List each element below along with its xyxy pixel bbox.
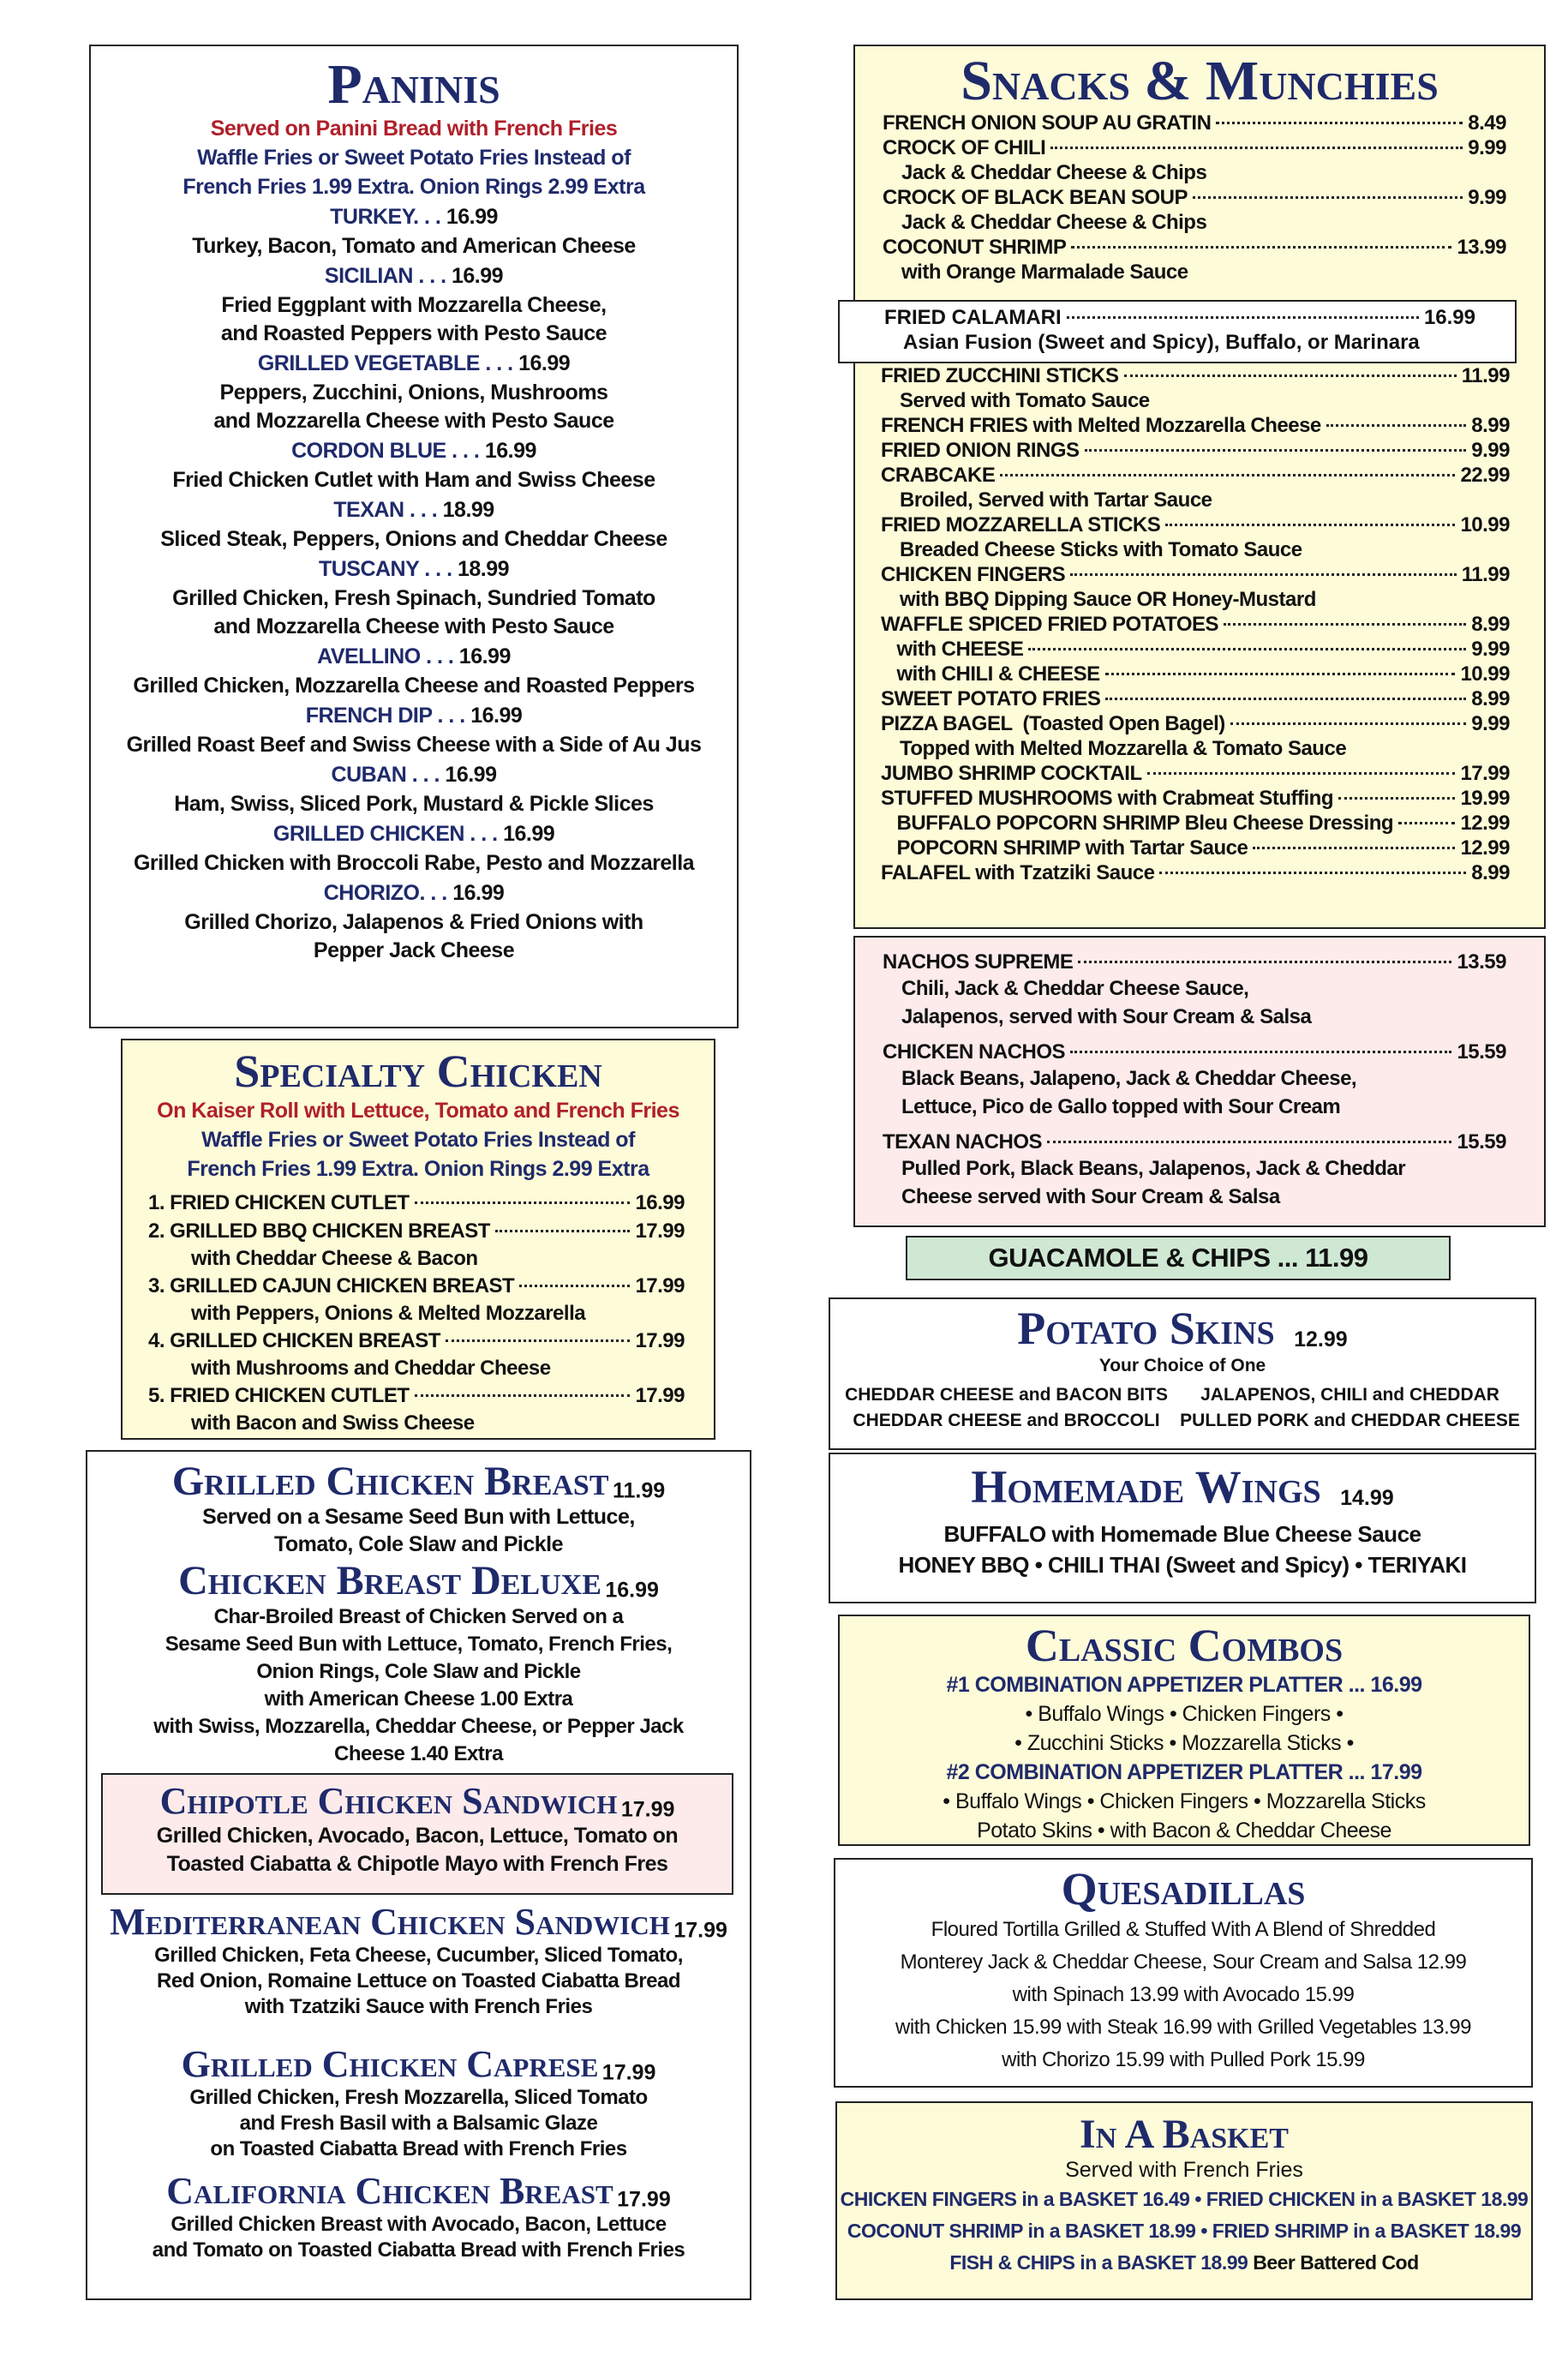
med-heading	[87, 1903, 750, 1943]
snack-item-price: 12.99	[1460, 812, 1510, 835]
snack-item-desc: Breaded Cheese Sticks with Tomato Sauce	[900, 538, 1302, 561]
panini-item-price: 18.99	[457, 557, 510, 582]
specialty-subtitle: On Kaiser Roll with Lettuce, Tomato and French Fries	[157, 1098, 679, 1123]
specialty-item-row	[148, 1189, 685, 1217]
quesadillas-box	[834, 1858, 1533, 2088]
cbd-desc-line: Sesame Seed Bun with Lettuce, Tomato, French Fries,	[165, 1632, 673, 1656]
leader-dots	[1193, 196, 1463, 199]
basket-box	[835, 2101, 1533, 2300]
snack-item-row	[881, 612, 1510, 637]
nachos-item-desc: Pulled Pork, Black Beans, Jalapenos, Jack & Cheddar	[901, 1157, 1406, 1180]
cbd-desc-line: Cheese 1.40 Extra	[334, 1741, 503, 1765]
chipotle-price: 17.99	[620, 1797, 675, 1822]
specialty-item-desc: with Mushrooms and Cheddar Cheese	[191, 1356, 551, 1380]
combos-platter-1-items-a: • Buffalo Wings • Chicken Fingers •	[1025, 1701, 1344, 1726]
leader-dots	[1105, 698, 1466, 700]
leader-dots	[1067, 316, 1419, 319]
caprese-price: 17.99	[601, 2060, 656, 2085]
leader-dots	[1165, 524, 1455, 526]
panini-item-price: 16.99	[446, 205, 498, 230]
panini-item-heading	[91, 700, 737, 731]
panini-item-name: TUSCANY . . .	[318, 557, 458, 582]
quesadillas-line-4: with Chicken 15.99 with Steak 16.99 with Grilled Vegetables 13.99	[895, 2015, 1471, 2039]
basket-fish-chips: FISH & CHIPS in a BASKET 18.99	[949, 2251, 1248, 2274]
snack-item-row	[881, 836, 1510, 860]
guacamole-box	[906, 1236, 1451, 1280]
panini-item-heading	[91, 261, 737, 291]
california-heading	[87, 2172, 750, 2212]
chipotle-box	[101, 1773, 733, 1895]
snacks-title: Snacks & Munchies	[961, 50, 1439, 112]
panini-item-desc: Ham, Swiss, Sliced Pork, Mustard & Pickle Slices	[174, 792, 654, 817]
leader-dots	[415, 1394, 631, 1397]
panini-item-name: GRILLED VEGETABLE . . .	[257, 351, 519, 376]
leader-dots	[415, 1201, 631, 1204]
caprese-desc-line: Grilled Chicken, Fresh Mozzarella, Sliced Tomato	[189, 2086, 648, 2110]
panini-item-name: TEXAN . . .	[333, 498, 443, 523]
panini-item-price: 16.99	[458, 644, 511, 669]
snack-item-row	[881, 711, 1510, 736]
snack-item-price: 9.99	[1468, 136, 1506, 160]
wings-title: Homemade Wings	[971, 1461, 1321, 1513]
snack-item-name: CHICKEN FINGERS	[881, 563, 1066, 586]
panini-item-price: 16.99	[452, 881, 505, 906]
snack-item-name: CRABCAKE	[881, 464, 996, 487]
snack-item-price: 9.99	[1471, 638, 1510, 661]
leader-dots	[1071, 246, 1451, 249]
snack-item-row	[881, 860, 1510, 885]
snack-item-price: 9.99	[1468, 186, 1506, 210]
specialty-item-price: 17.99	[635, 1328, 685, 1352]
nachos-item-price: 13.59	[1457, 950, 1506, 974]
specialty-item-price: 16.99	[635, 1190, 685, 1214]
panini-item-price: 16.99	[452, 264, 504, 289]
leader-dots	[446, 1339, 631, 1342]
specialty-item-price: 17.99	[635, 1273, 685, 1297]
snack-item-price: 19.99	[1460, 787, 1510, 810]
panini-item-name: CHORIZO. . .	[323, 881, 453, 906]
snack-item-name: POPCORN SHRIMP with Tartar Sauce	[881, 836, 1248, 860]
panini-item-heading	[91, 435, 737, 466]
leader-dots	[1085, 449, 1467, 452]
panini-item-desc: Grilled Chicken, Mozzarella Cheese and Roasted Peppers	[133, 674, 695, 698]
calamari-row	[884, 305, 1475, 330]
snack-item-name: COCONUT SHRIMP	[883, 236, 1067, 260]
snack-item-price: 9.99	[1471, 439, 1510, 462]
panini-item-desc: Grilled Chicken with Broccoli Rabe, Pesto and Mozzarella	[133, 851, 695, 876]
quesadillas-line-3: with Spinach 13.99 with Avocado 15.99	[1012, 1982, 1355, 2006]
panini-item-heading	[91, 201, 737, 232]
specialty-item-row	[148, 1327, 685, 1355]
snack-item-desc: Jack & Cheddar Cheese & Chips	[901, 161, 1207, 185]
combos-platter-2-items-a: • Buffalo Wings • Chicken Fingers • Mozzarella Sticks	[943, 1789, 1426, 1813]
gcb-price: 11.99	[612, 1478, 666, 1503]
chipotle-heading	[103, 1782, 732, 1822]
caprese-section	[87, 2045, 750, 2162]
nachos-item-price: 15.59	[1457, 1130, 1506, 1154]
specialty-title: Specialty Chicken	[234, 1046, 602, 1097]
specialty-item-row	[148, 1381, 685, 1410]
specialty-item-name: 1. FRIED CHICKEN CUTLET	[148, 1190, 410, 1214]
cbd-desc-line: Char-Broiled Breast of Chicken Served on a	[213, 1604, 624, 1628]
snack-item-price: 11.99	[1461, 563, 1510, 586]
specialty-item-desc: with Peppers, Onions & Melted Mozzarella	[191, 1301, 586, 1325]
cbd-price: 16.99	[605, 1578, 659, 1603]
panini-item-heading	[91, 641, 737, 672]
snack-item-row	[881, 786, 1510, 811]
panini-item-desc: Grilled Chorizo, Jalapenos & Fried Onions with	[184, 910, 643, 935]
combos-box	[838, 1615, 1530, 1846]
quesadillas-line-2: Monterey Jack & Cheddar Cheese, Sour Cream and Salsa 12.99	[900, 1950, 1467, 1974]
snack-item-desc: Served with Tomato Sauce	[900, 389, 1150, 412]
snack-item-name: with CHILI & CHEESE	[881, 662, 1100, 686]
quesadillas-line-5: with Chorizo 15.99 with Pulled Pork 15.99	[1002, 2047, 1365, 2071]
panini-item-desc: Grilled Chicken, Fresh Spinach, Sundried Tomato	[172, 586, 655, 611]
caprese-title: Grilled Chicken Caprese	[181, 2043, 599, 2085]
skins-col-2	[1180, 1382, 1520, 1434]
leader-dots	[1230, 722, 1467, 725]
basket-fish-note: Beer Battered Cod	[1248, 2251, 1419, 2274]
snack-item-name: PIZZA BAGEL (Toasted Open Bagel)	[881, 712, 1225, 735]
wings-line-1: BUFFALO with Homemade Blue Cheese Sauce	[943, 1520, 1421, 1547]
nachos-list	[883, 950, 1506, 1211]
leader-dots	[1326, 424, 1467, 427]
specialty-note-2: French Fries 1.99 Extra. Onion Rings 2.99 Extra	[187, 1156, 649, 1181]
panini-item-desc: Sliced Steak, Peppers, Onions and Cheddar Cheese	[160, 527, 667, 552]
caprese-desc-line: on Toasted Ciabatta Bread with French Fries	[210, 2137, 627, 2161]
leader-dots	[1224, 623, 1466, 626]
skins-option: CHEDDAR CHEESE and BROCCOLI	[853, 1410, 1160, 1430]
nachos-item-price: 15.59	[1457, 1040, 1506, 1064]
nachos-box	[853, 936, 1546, 1227]
gcb-title: Grilled Chicken Breast	[171, 1459, 609, 1504]
specialty-list	[123, 1184, 714, 1436]
paninis-note-2: French Fries 1.99 Extra. Onion Rings 2.99 Extra	[183, 175, 645, 200]
snack-item-desc: Topped with Melted Mozzarella & Tomato Sauce	[900, 737, 1347, 760]
leader-dots	[1147, 772, 1456, 775]
snacks-group-2	[881, 363, 1510, 885]
med-desc	[87, 1943, 750, 2020]
panini-item-name: CORDON BLUE . . .	[291, 439, 485, 464]
wings-heading	[830, 1463, 1535, 1512]
snack-item-row	[883, 135, 1506, 160]
snack-item-name: CROCK OF CHILI	[883, 136, 1046, 160]
skins-option: JALAPENOS, CHILI and CHEDDAR	[1200, 1384, 1499, 1405]
nachos-item-desc: Chili, Jack & Cheddar Cheese Sauce,	[901, 977, 1249, 1000]
snack-item-price: 22.99	[1460, 464, 1510, 487]
nachos-item-name: CHICKEN NACHOS	[883, 1040, 1066, 1064]
california-desc	[87, 2212, 750, 2263]
leader-dots	[495, 1230, 631, 1232]
specialty-item-desc: with Cheddar Cheese & Bacon	[191, 1246, 478, 1270]
panini-item-heading	[91, 554, 737, 584]
specialty-chicken-box	[121, 1039, 715, 1440]
snack-item-price: 10.99	[1460, 662, 1510, 686]
panini-item-desc: Peppers, Zucchini, Onions, Mushrooms	[219, 381, 608, 405]
specialty-item-name: 4. GRILLED CHICKEN BREAST	[148, 1328, 440, 1352]
med-price: 17.99	[673, 1918, 727, 1943]
snack-item-row	[881, 413, 1510, 438]
specialty-item-name: 5. FRIED CHICKEN CUTLET	[148, 1383, 410, 1407]
snack-item-desc: with BBQ Dipping Sauce OR Honey-Mustard	[900, 588, 1316, 611]
leader-dots	[1105, 673, 1456, 675]
med-desc-line: with Tzatziki Sauce with French Fries	[244, 1995, 593, 2019]
panini-item-price: 18.99	[442, 498, 494, 523]
paninis-title: Paninis	[327, 53, 500, 116]
snack-item-name: CROCK OF BLACK BEAN SOUP	[883, 186, 1188, 210]
chipotle-desc-2: Toasted Ciabatta & Chipotle Mayo with French Fres	[166, 1852, 668, 1877]
paninis-note-1: Waffle Fries or Sweet Potato Fries Instead of	[197, 146, 631, 171]
wings-box	[829, 1453, 1536, 1603]
skins-title: Potato Skins	[1017, 1303, 1275, 1354]
gcb-heading	[87, 1460, 750, 1503]
nachos-item-row	[883, 1040, 1506, 1064]
gcb-desc-2: Tomato, Cole Slaw and Pickle	[273, 1532, 563, 1557]
snack-item-row	[881, 562, 1510, 587]
potato-skins-box	[829, 1297, 1536, 1450]
panini-list	[91, 201, 737, 965]
nachos-item-desc: Cheese served with Sour Cream & Salsa	[901, 1185, 1280, 1208]
panini-item-price: 16.99	[445, 763, 497, 788]
leader-dots	[1070, 1051, 1451, 1053]
nachos-item-desc: Lettuce, Pico de Gallo topped with Sour Cream	[901, 1095, 1341, 1118]
california-price: 17.99	[617, 2187, 671, 2212]
snack-item-price: 9.99	[1471, 712, 1510, 735]
calamari-price: 16.99	[1423, 306, 1475, 329]
panini-item-name: AVELLINO . . .	[317, 644, 459, 669]
cbd-heading	[87, 1560, 750, 1603]
snack-item-price: 13.99	[1457, 236, 1506, 260]
california-desc-line: and Tomato on Toasted Ciabatta Bread with French Fries	[152, 2238, 685, 2262]
panini-item-name: GRILLED CHICKEN . . .	[272, 822, 504, 847]
skins-col-1	[845, 1382, 1168, 1434]
snack-item-name: SWEET POTATO FRIES	[881, 687, 1101, 710]
snack-item-desc: Jack & Cheddar Cheese & Chips	[901, 211, 1207, 235]
california-desc-line: Grilled Chicken Breast with Avocado, Bacon, Lettuce	[171, 2213, 667, 2237]
combos-platter-1: #1 COMBINATION APPETIZER PLATTER ... 16.99	[946, 1672, 1422, 1697]
panini-item-desc: Grilled Roast Beef and Swiss Cheese with a Side of Au Jus	[126, 733, 702, 758]
cbd-desc-line: with American Cheese 1.00 Extra	[264, 1687, 573, 1711]
snack-item-row	[883, 235, 1506, 260]
specialty-item-desc: with Bacon and Swiss Cheese	[191, 1411, 475, 1435]
basket-title: In A Basket	[1080, 2112, 1289, 2157]
quesadillas-line-1: Floured Tortilla Grilled & Stuffed With A Blend of Shredded	[931, 1917, 1436, 1941]
snack-item-desc: with Orange Marmalade Sauce	[901, 261, 1188, 285]
snack-item-name: FALAFEL with Tzatziki Sauce	[881, 861, 1155, 884]
panini-item-heading	[91, 348, 737, 379]
cbd-title: Chicken Breast Deluxe	[178, 1558, 601, 1604]
snack-item-name: FRIED ONION RINGS	[881, 439, 1080, 462]
panini-item-price: 16.99	[484, 439, 536, 464]
basket-sub: Served with French Fries	[1065, 2158, 1303, 2183]
leader-dots	[1124, 375, 1457, 377]
snack-item-name: FRENCH ONION SOUP AU GRATIN	[883, 111, 1212, 135]
quesadillas-title: Quesadillas	[1061, 1863, 1306, 1915]
combos-title: Classic Combos	[1025, 1620, 1344, 1671]
snack-item-row	[883, 185, 1506, 210]
panini-item-desc: and Mozzarella Cheese with Pesto Sauce	[213, 614, 614, 639]
skins-heading	[830, 1304, 1535, 1353]
panini-item-heading	[91, 878, 737, 908]
paninis-box	[89, 45, 739, 1028]
panini-item-desc: Pepper Jack Cheese	[313, 938, 515, 963]
guacamole-label: GUACAMOLE & CHIPS ... 11.99	[988, 1243, 1368, 1273]
snack-item-name: STUFFED MUSHROOMS with Crabmeat Stuffing	[881, 787, 1333, 810]
chicken-sandwich-box	[86, 1450, 751, 2300]
snack-item-row	[883, 111, 1506, 135]
leader-dots	[1159, 872, 1466, 874]
wings-line-2: HONEY BBQ • CHILI THAI (Sweet and Spicy) • TERIYAKI	[898, 1551, 1467, 1578]
snack-item-price: 8.49	[1468, 111, 1506, 135]
paninis-subtitle: Served on Panini Bread with French Fries	[210, 117, 618, 141]
snack-item-name: FRIED ZUCCHINI STICKS	[881, 364, 1119, 387]
med-desc-line: Red Onion, Romaine Lettuce on Toasted Ciabatta Bread	[157, 1969, 680, 1993]
snack-item-price: 8.99	[1471, 414, 1510, 437]
gcb-desc-1: Served on a Sesame Seed Bun with Lettuce,	[202, 1505, 635, 1530]
snack-item-price: 17.99	[1460, 762, 1510, 785]
specialty-item-row	[148, 1272, 685, 1300]
panini-item-desc: Fried Eggplant with Mozzarella Cheese,	[221, 293, 607, 318]
panini-item-name: SICILIAN . . .	[324, 264, 452, 289]
snack-item-row	[881, 637, 1510, 662]
panini-item-name: TURKEY. . .	[330, 205, 446, 230]
specialty-item-row	[148, 1217, 685, 1245]
calamari-name: FRIED CALAMARI	[884, 306, 1062, 329]
nachos-item-desc: Jalapenos, served with Sour Cream & Salsa	[901, 1005, 1312, 1028]
panini-item-desc: and Roasted Peppers with Pesto Sauce	[220, 321, 607, 346]
snack-item-name: WAFFLE SPICED FRIED POTATOES	[881, 613, 1219, 636]
combos-platter-2-items-b: Potato Skins • with Bacon & Cheddar Cheese	[977, 1818, 1391, 1843]
leader-dots	[1047, 1141, 1451, 1143]
snack-item-price: 8.99	[1471, 861, 1510, 884]
panini-item-heading	[91, 494, 737, 525]
leader-dots	[1070, 573, 1457, 576]
snack-item-row	[881, 811, 1510, 836]
snack-item-name: JUMBO SHRIMP COCKTAIL	[881, 762, 1142, 785]
leader-dots	[1398, 822, 1455, 824]
snacks-group-1	[855, 111, 1544, 285]
specialty-item-price: 17.99	[635, 1383, 685, 1407]
basket-line-2: COCONUT SHRIMP in a BASKET 18.99 • FRIED SHRIMP in a BASKET 18.99	[847, 2220, 1522, 2243]
panini-item-price: 16.99	[470, 704, 523, 728]
skins-options	[830, 1379, 1535, 1434]
specialty-item-name: 3. GRILLED CAJUN CHICKEN BREAST	[148, 1273, 515, 1297]
med-section	[87, 1903, 750, 2020]
wings-price: 14.99	[1340, 1486, 1394, 1511]
skins-price: 12.99	[1294, 1327, 1348, 1352]
skins-choice: Your Choice of One	[1098, 1355, 1266, 1375]
calamari-desc: Asian Fusion (Sweet and Spicy), Buffalo, or Marinara	[903, 331, 1420, 354]
snack-item-row	[881, 438, 1510, 463]
panini-item-desc: and Mozzarella Cheese with Pesto Sauce	[213, 409, 614, 434]
nachos-item-row	[883, 1130, 1506, 1154]
snack-item-price: 12.99	[1460, 836, 1510, 860]
specialty-item-price: 17.99	[635, 1219, 685, 1243]
leader-dots	[1338, 797, 1455, 800]
caprese-heading	[87, 2045, 750, 2085]
panini-item-desc: Fried Chicken Cutlet with Ham and Swiss Cheese	[172, 468, 655, 493]
snack-item-row	[881, 512, 1510, 537]
nachos-item-name: TEXAN NACHOS	[883, 1130, 1043, 1154]
panini-item-name: CUBAN . . .	[331, 763, 446, 788]
leader-dots	[1253, 847, 1455, 849]
snack-item-name: FRENCH FRIES with Melted Mozzarella Cheese	[881, 414, 1321, 437]
chipotle-desc-1: Grilled Chicken, Avocado, Bacon, Lettuce, Tomato on	[156, 1824, 679, 1849]
med-desc-line: Grilled Chicken, Feta Cheese, Cucumber, Sliced Tomato,	[154, 1944, 683, 1968]
snack-item-name: BUFFALO POPCORN SHRIMP Bleu Cheese Dressing	[881, 812, 1394, 835]
basket-line-3	[837, 2247, 1531, 2279]
snack-item-name: with CHEESE	[881, 638, 1024, 661]
snack-item-row	[881, 662, 1510, 686]
cbd-desc	[87, 1603, 750, 1768]
leader-dots	[1000, 474, 1455, 476]
leader-dots	[1078, 961, 1451, 963]
calamari-box	[838, 300, 1517, 363]
caprese-desc	[87, 2085, 750, 2162]
panini-item-price: 16.99	[503, 822, 555, 847]
panini-item-desc: Turkey, Bacon, Tomato and American Cheese	[192, 234, 636, 259]
leader-dots	[1216, 122, 1463, 124]
snack-item-price: 8.99	[1471, 687, 1510, 710]
cbd-desc-line: Onion Rings, Cole Slaw and Pickle	[256, 1659, 581, 1683]
combos-platter-1-items-b: • Zucchini Sticks • Mozzarella Sticks •	[1014, 1730, 1354, 1755]
nachos-item-name: NACHOS SUPREME	[883, 950, 1074, 974]
panini-item-heading	[91, 759, 737, 790]
skins-option: PULLED PORK and CHEDDAR CHEESE	[1180, 1410, 1520, 1430]
leader-dots	[1028, 648, 1466, 650]
cbd-desc-line: with Swiss, Mozzarella, Cheddar Cheese, or Pepper Jack	[153, 1714, 684, 1738]
snack-item-price: 8.99	[1471, 613, 1510, 636]
specialty-item-name: 2. GRILLED BBQ CHICKEN BREAST	[148, 1219, 490, 1243]
panini-item-heading	[91, 818, 737, 849]
leader-dots	[1050, 147, 1463, 149]
snack-item-price: 10.99	[1460, 513, 1510, 536]
nachos-item-row	[883, 950, 1506, 974]
california-section	[87, 2172, 750, 2263]
specialty-note-1: Waffle Fries or Sweet Potato Fries Instead of	[201, 1127, 635, 1152]
snack-item-price: 11.99	[1461, 364, 1510, 387]
panini-item-name: FRENCH DIP . . .	[305, 704, 471, 728]
snack-item-desc: Broiled, Served with Tartar Sauce	[900, 488, 1212, 512]
caprese-desc-line: and Fresh Basil with a Balsamic Glaze	[239, 2112, 598, 2136]
snack-item-name: FRIED MOZZARELLA STICKS	[881, 513, 1161, 536]
skins-option: CHEDDAR CHEESE and BACON BITS	[845, 1384, 1168, 1405]
california-title: California Chicken Breast	[166, 2170, 613, 2212]
basket-line-1: CHICKEN FINGERS in a BASKET 16.49 • FRIED CHICKEN in a BASKET 18.99	[840, 2188, 1529, 2211]
snack-item-row	[881, 363, 1510, 388]
leader-dots	[519, 1285, 630, 1287]
nachos-item-desc: Black Beans, Jalapeno, Jack & Cheddar Cheese,	[901, 1067, 1357, 1090]
chipotle-title: Chipotle Chicken Sandwich	[159, 1780, 618, 1822]
panini-item-price: 16.99	[518, 351, 571, 376]
snack-item-row	[881, 686, 1510, 711]
snack-item-row	[881, 463, 1510, 488]
combos-platter-2: #2 COMBINATION APPETIZER PLATTER ... 17.99	[946, 1759, 1422, 1784]
med-title: Mediterranean Chicken Sandwich	[110, 1901, 670, 1943]
snack-item-row	[881, 761, 1510, 786]
